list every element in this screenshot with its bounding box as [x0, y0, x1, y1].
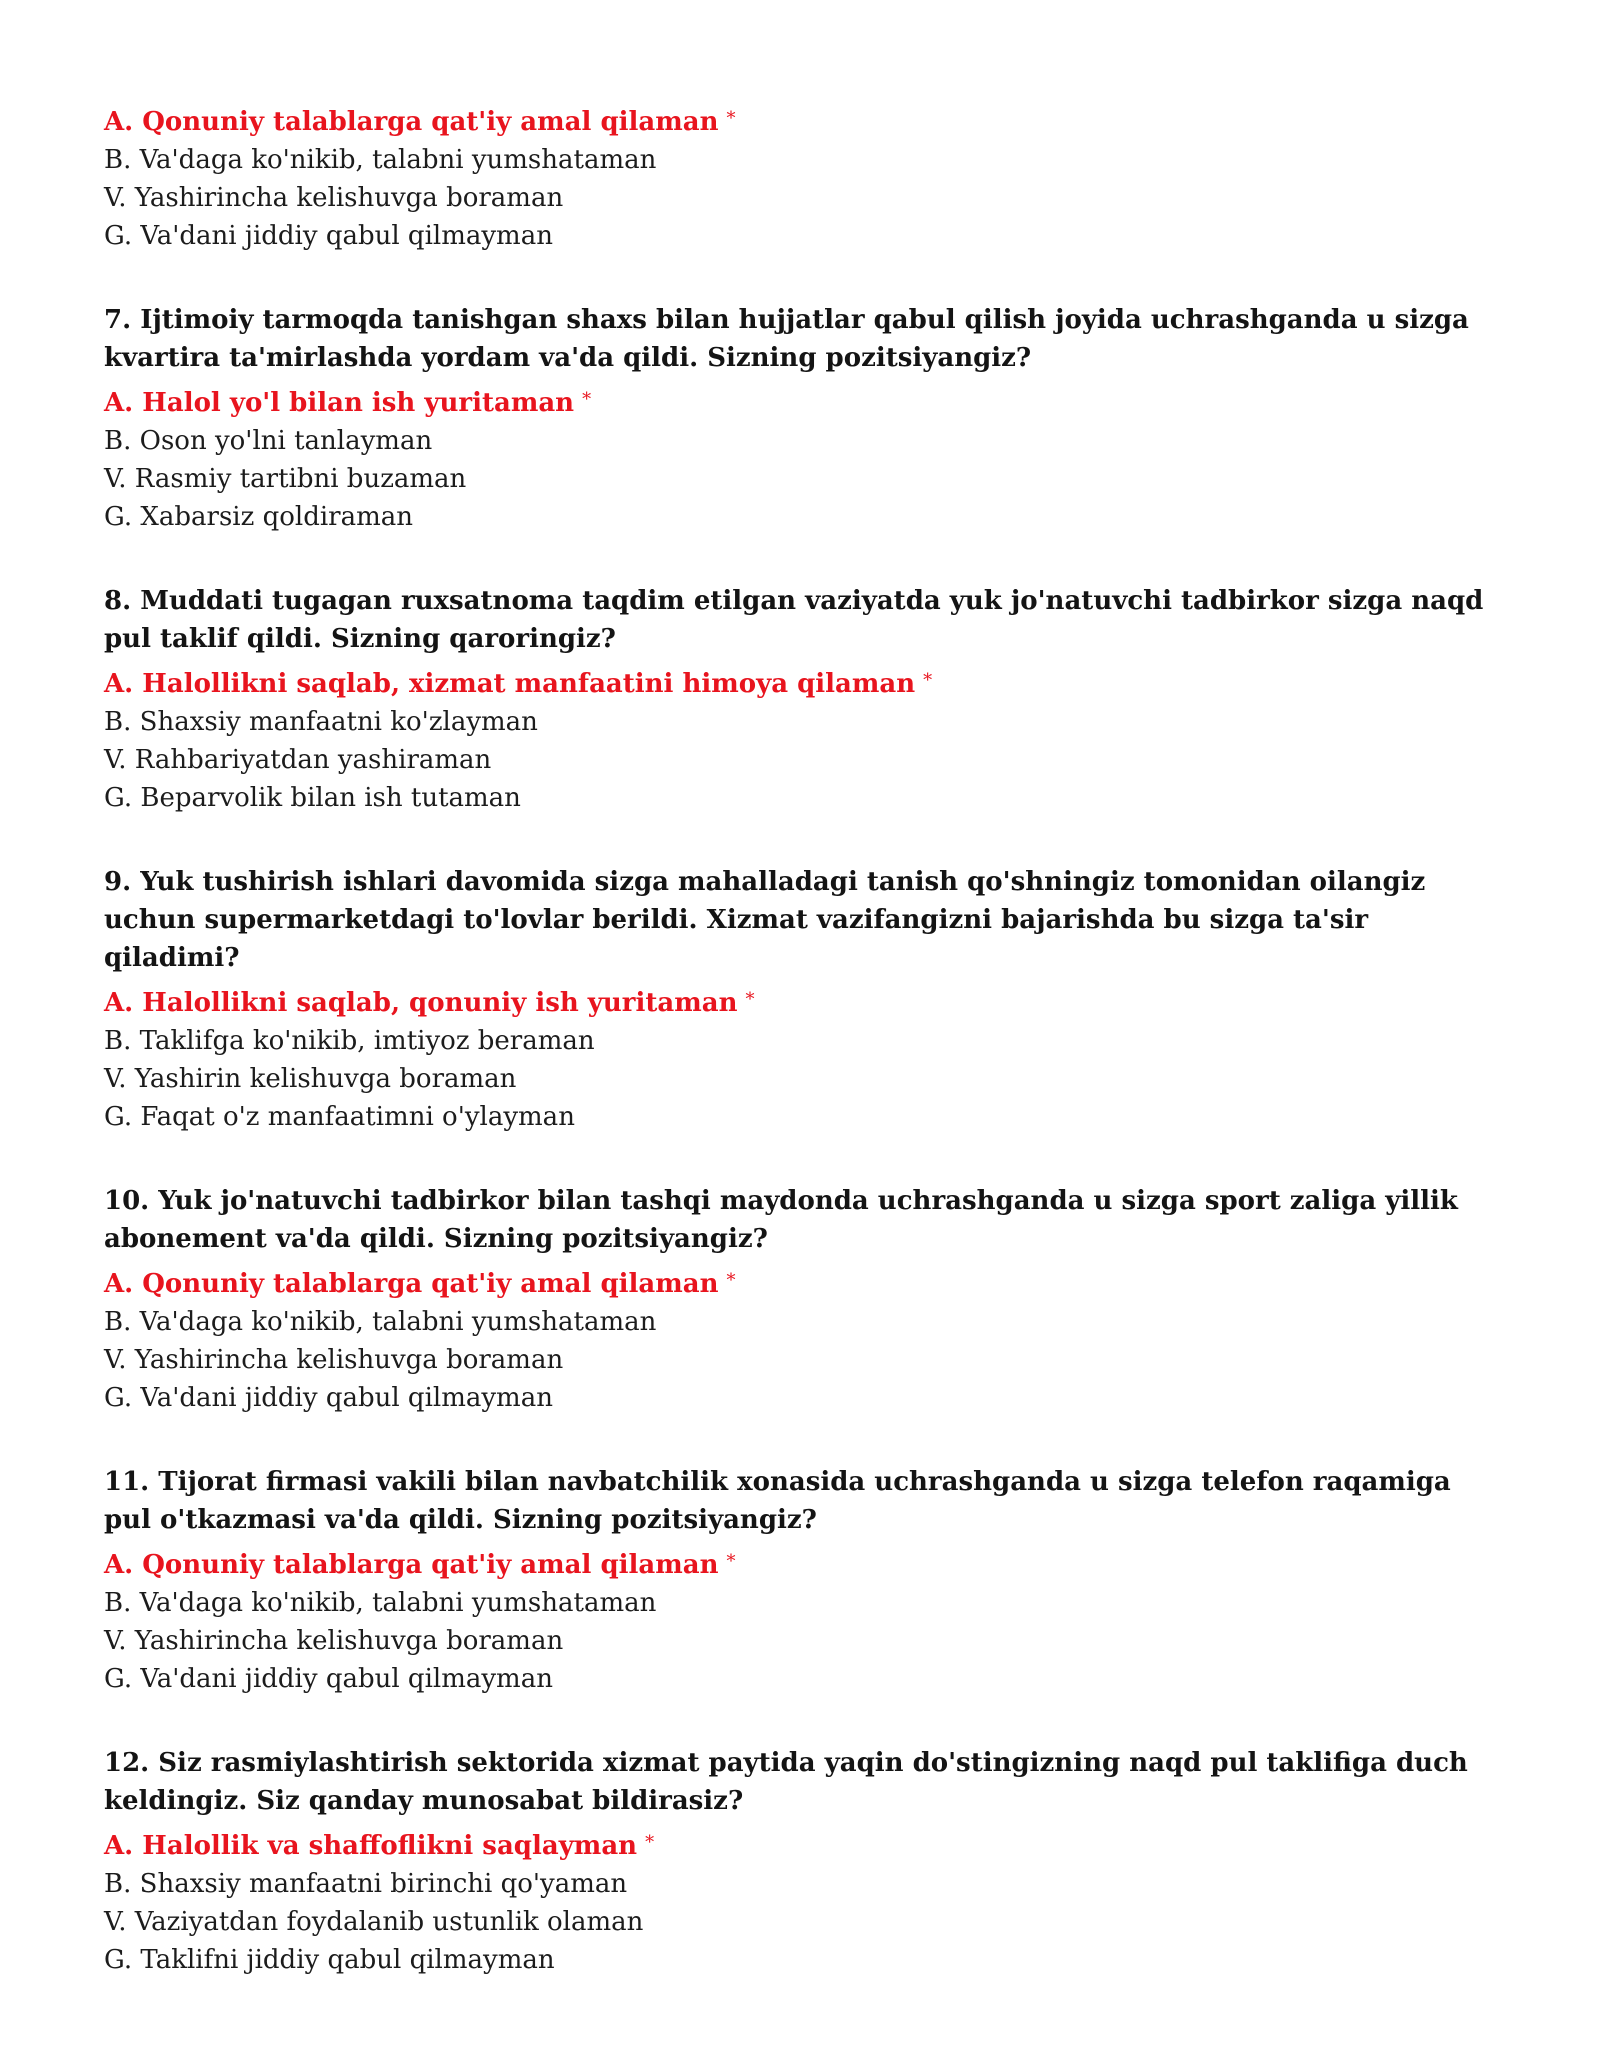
question-text: 7. Ijtimoiy tarmoqda tanishgan shaxs bilan hujjatlar qabul qilish joyida uchrashganda u sizga kvartira ta'mirlashda yordam va'da qildi. Sizning pozitsiyangiz?: [104, 305, 1469, 373]
option: V. Vaziyatdan foydalanib ustunlik olaman: [104, 1907, 644, 1937]
question-11: [104, 1463, 1504, 1698]
option-correct: A. Qonuniy talablarga qat'iy amal qilaman *: [104, 1550, 736, 1580]
correct-marker: *: [726, 1270, 736, 1291]
option-correct: A. Halollik va shaffoflikni saqlayman *: [104, 1831, 655, 1861]
question-text: 10. Yuk jo'natuvchi tadbirkor bilan tashqi maydonda uchrashganda u sizga sport zaliga yillik abonement va'da qildi. Sizning pozitsiyangiz?: [104, 1186, 1458, 1254]
question-text: 12. Siz rasmiylashtirish sektorida xizmat paytida yaqin do'stingizning naqd pul taklifiga duch keldingiz. Siz qanday munosabat bildirasiz?: [104, 1748, 1468, 1816]
question-text: 11. Tijorat firmasi vakili bilan navbatchilik xonasida uchrashganda u sizga telefon raqamiga pul o'tkazmasi va'da qildi. Sizning pozitsiyangiz?: [104, 1467, 1451, 1535]
option-correct: A. Halol yo'l bilan ish yuritaman *: [104, 388, 592, 418]
option: B. Va'daga ko'nikib, talabni yumshataman: [104, 1588, 657, 1618]
option: B. Shaxsiy manfaatni birinchi qo'yaman: [104, 1869, 628, 1899]
question-8: [104, 582, 1504, 817]
document-page: [104, 100, 1504, 2025]
correct-marker: *: [923, 670, 933, 691]
question-7: [104, 301, 1504, 536]
correct-marker: *: [726, 108, 736, 129]
question-12: [104, 1744, 1504, 1979]
option: B. Va'daga ko'nikib, talabni yumshataman: [104, 145, 657, 175]
option: V. Yashirincha kelishuvga boraman: [104, 183, 564, 213]
option: G. Va'dani jiddiy qabul qilmayman: [104, 1383, 553, 1413]
correct-marker: *: [645, 1832, 655, 1853]
option-correct: A. Halollikni saqlab, qonuniy ish yuritaman *: [104, 988, 755, 1018]
question-continuation: [104, 100, 1504, 255]
option: G. Va'dani jiddiy qabul qilmayman: [104, 1664, 553, 1694]
option: G. Beparvolik bilan ish tutaman: [104, 783, 521, 813]
correct-marker: *: [745, 989, 755, 1010]
correct-marker: *: [726, 1551, 736, 1572]
option: B. Va'daga ko'nikib, talabni yumshataman: [104, 1307, 657, 1337]
option: G. Va'dani jiddiy qabul qilmayman: [104, 221, 553, 251]
option: B. Taklifga ko'nikib, imtiyoz beraman: [104, 1026, 595, 1056]
option: V. Rahbariyatdan yashiraman: [104, 745, 492, 775]
question-9: [104, 863, 1504, 1136]
option: G. Xabarsiz qoldiraman: [104, 502, 413, 532]
question-text: 9. Yuk tushirish ishlari davomida sizga mahalladagi tanish qo'shningiz tomonidan oilangiz uchun supermarketdagi to'lovlar berildi. Xizmat vazifangizni bajarishda bu sizga ta'sir qiladimi?: [104, 867, 1426, 973]
option: B. Oson yo'lni tanlayman: [104, 426, 433, 456]
option-correct: A. Qonuniy talablarga qat'iy amal qilaman *: [104, 1269, 736, 1299]
option-correct: A. Qonuniy talablarga qat'iy amal qilaman *: [104, 107, 736, 137]
option: G. Taklifni jiddiy qabul qilmayman: [104, 1945, 555, 1975]
option: V. Rasmiy tartibni buzaman: [104, 464, 467, 494]
correct-marker: *: [582, 389, 592, 410]
option-correct: A. Halollikni saqlab, xizmat manfaatini himoya qilaman *: [104, 669, 933, 699]
option: V. Yashirincha kelishuvga boraman: [104, 1626, 564, 1656]
option: V. Yashirincha kelishuvga boraman: [104, 1345, 564, 1375]
question-10: [104, 1182, 1504, 1417]
question-text: 8. Muddati tugagan ruxsatnoma taqdim etilgan vaziyatda yuk jo'natuvchi tadbirkor sizga naqd pul taklif qildi. Sizning qaroringiz?: [104, 586, 1484, 654]
option: V. Yashirin kelishuvga boraman: [104, 1064, 517, 1094]
option: B. Shaxsiy manfaatni ko'zlayman: [104, 707, 538, 737]
option: G. Faqat o'z manfaatimni o'ylayman: [104, 1102, 575, 1132]
